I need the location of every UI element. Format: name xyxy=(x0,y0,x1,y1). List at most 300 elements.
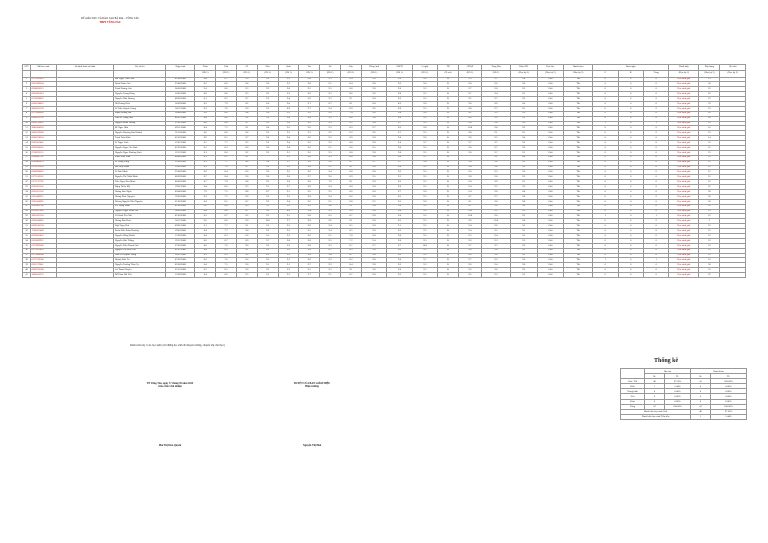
table-cell: 9.4 xyxy=(482,248,511,253)
table-cell: 0 xyxy=(643,204,668,209)
table-cell: Học sinh giỏi xyxy=(669,248,699,253)
table-cell: 19/11/2008 xyxy=(166,238,195,243)
table-cell: 7.8 xyxy=(341,234,362,239)
table-cell: Đ xyxy=(438,92,459,97)
stats-tl: TL xyxy=(711,374,747,379)
table-cell: 9.5 xyxy=(412,180,437,185)
table-cell: 5 xyxy=(23,97,31,102)
table-cell: 9.2 xyxy=(278,77,299,82)
table-cell: Đ xyxy=(438,209,459,214)
table-cell: Đ xyxy=(438,126,459,131)
table-cell: 10.0 xyxy=(257,219,278,224)
table-cell: 16 xyxy=(699,175,720,180)
stats-cell: 0.00% xyxy=(665,389,691,394)
table-cell: 0 xyxy=(643,141,668,146)
table-cell: 0 xyxy=(593,131,618,136)
table-cell: 0 xyxy=(593,77,618,82)
table-cell: 9.8 xyxy=(387,155,412,160)
table-cell: 0268612765 xyxy=(31,116,56,121)
table-cell: 9.7 xyxy=(361,243,386,248)
table-cell: 9.2 xyxy=(510,97,537,102)
table-cell: Đ xyxy=(438,273,459,278)
table-cell: 30 xyxy=(699,82,720,87)
table-cell: Tốt xyxy=(564,209,593,214)
table-cell: 9.0 xyxy=(510,194,537,199)
table-cell: 8.7 xyxy=(195,141,216,146)
table-cell: 8.3 xyxy=(341,131,362,136)
stats-extra-rate: 97.56% xyxy=(711,409,747,414)
table-cell: 0506524835 xyxy=(31,101,56,106)
table-cell: Đ xyxy=(438,185,459,190)
table-cell: 9.4 xyxy=(320,194,341,199)
table-cell: 9.0 xyxy=(482,189,511,194)
table-cell: 8.1 xyxy=(195,155,216,160)
stats-cell: Khá xyxy=(621,384,645,389)
table-cell: 9.0 xyxy=(482,87,511,92)
table-cell: Tốt xyxy=(564,160,593,165)
column-header: Họ và tên xyxy=(114,65,166,71)
stats-cell: 1 xyxy=(645,384,665,389)
table-cell: 9.8 xyxy=(361,180,386,185)
table-cell: Hoàng Bảo Phúc xyxy=(114,219,166,224)
column-subheader: (HS 1) xyxy=(278,70,299,77)
table-cell: 9.3 xyxy=(320,126,341,131)
table-cell: 9.0 xyxy=(458,101,481,106)
table-cell: 0173216561 xyxy=(31,175,56,180)
table-cell: 7.7 xyxy=(216,229,237,234)
table-cell: 9.2 xyxy=(257,209,278,214)
stats-extra-count: 40 xyxy=(691,409,711,414)
table-cell: 30 xyxy=(699,194,720,199)
table-cell: 8.8 xyxy=(341,199,362,204)
table-cell: 1 xyxy=(593,121,618,126)
column-header: Tổng Phụ xyxy=(482,65,511,71)
table-cell: 9.8 xyxy=(387,92,412,97)
table-cell: 0005831138 xyxy=(31,106,56,111)
table-cell: 23/12/2008 xyxy=(166,268,195,273)
table-cell: Tốt xyxy=(564,145,593,150)
table-cell: 9.1 xyxy=(299,101,320,106)
stats-cell: 0 xyxy=(691,399,711,404)
table-cell: Học sinh giỏi xyxy=(669,116,699,121)
column-header: Số định danh cá nhân xyxy=(56,65,114,71)
table-cell: Học sinh giỏi xyxy=(669,224,699,229)
table-cell: 8.8 xyxy=(510,155,537,160)
table-cell: 9.5 xyxy=(299,268,320,273)
table-cell: 9.8 xyxy=(361,214,386,219)
table-cell: 0 xyxy=(618,106,643,111)
table-cell: 9.5 xyxy=(412,263,437,268)
table-cell: 9.3 xyxy=(278,268,299,273)
table-cell: 7.5 xyxy=(216,189,237,194)
table-cell: 8.1 xyxy=(341,101,362,106)
table-cell: 9.6 xyxy=(236,194,257,199)
table-cell: Giỏi xyxy=(537,204,564,209)
table-cell: 0 xyxy=(618,194,643,199)
table-cell: 0268716019 xyxy=(31,121,56,126)
table-cell: 30 xyxy=(699,263,720,268)
table-cell: 8.4 xyxy=(195,234,216,239)
table-cell: 0 xyxy=(618,224,643,229)
table-cell: 9.6 xyxy=(458,248,481,253)
table-cell: 8.5 xyxy=(195,145,216,150)
column-subheader: (HS 1) xyxy=(361,70,386,77)
table-cell: 8.6 xyxy=(341,116,362,121)
table-cell: 9.7 xyxy=(412,141,437,146)
column-header: Sinh xyxy=(278,65,299,71)
stats-sl: SL xyxy=(691,374,711,379)
stats-corner xyxy=(621,369,645,379)
table-cell: Đ xyxy=(438,189,459,194)
table-cell: 9.0 xyxy=(236,229,257,234)
table-cell: 8.7 xyxy=(341,214,362,219)
table-cell: 9.5 xyxy=(412,273,437,278)
table-cell: 22 xyxy=(699,214,720,219)
table-cell: 9.1 xyxy=(482,131,511,136)
table-cell: Học sinh giỏi xyxy=(669,189,699,194)
table-cell: 0 xyxy=(593,170,618,175)
table-cell: 0 xyxy=(593,106,618,111)
table-cell: 14 xyxy=(23,141,31,146)
table-cell: 9.2 xyxy=(257,87,278,92)
table-cell: 9.8 xyxy=(361,165,386,170)
table-cell: 9.1 xyxy=(320,145,341,150)
table-cell: Đ xyxy=(438,175,459,180)
table-cell: 0 xyxy=(643,101,668,106)
table-cell: 9.1 xyxy=(236,224,257,229)
column-subheader: (HS 1) xyxy=(458,70,481,77)
stats-cell: 100.00% xyxy=(665,404,691,409)
table-cell: 9.5 xyxy=(299,204,320,209)
table-cell: 9.5 xyxy=(320,121,341,126)
table-cell: Học sinh giỏi xyxy=(669,214,699,219)
table-cell: 9.5 xyxy=(412,131,437,136)
table-cell: 9.0 xyxy=(341,145,362,150)
table-cell: 9.0 xyxy=(195,204,216,209)
table-cell: 9.6 xyxy=(458,238,481,243)
table-cell: 16 xyxy=(699,111,720,116)
table-cell: 0068219308 xyxy=(31,131,56,136)
table-cell: Giỏi xyxy=(537,189,564,194)
table-cell: 9.5 xyxy=(482,111,511,116)
table-cell: 0 xyxy=(593,136,618,141)
table-cell: Tốt xyxy=(564,238,593,243)
table-cell: 9.4 xyxy=(482,263,511,268)
table-cell: 7.7 xyxy=(216,160,237,165)
table-cell: 9.8 xyxy=(299,180,320,185)
table-cell: 28 xyxy=(23,209,31,214)
table-cell: 9.4 xyxy=(458,224,481,229)
table-cell: 30 xyxy=(23,219,31,224)
table-cell: Đoàn Hữu Xuân Phương xyxy=(114,229,166,234)
table-cell: 0 xyxy=(593,165,618,170)
approval-title: DUYỆT CỦA BAN GIÁM HIỆU xyxy=(293,382,331,385)
table-cell: 9.5 xyxy=(412,150,437,155)
table-cell: Đ xyxy=(438,258,459,263)
table-cell: 8.8 xyxy=(458,131,481,136)
table-cell: 9.2 xyxy=(278,224,299,229)
table-cell: 8.7 xyxy=(458,194,481,199)
table-cell: 9.5 xyxy=(320,155,341,160)
column-subheader: (Học kỳ 2) xyxy=(510,70,537,77)
table-cell: 8.1 xyxy=(216,155,237,160)
table-cell: 24/06/2008 xyxy=(166,87,195,92)
table-cell: 9.8 xyxy=(387,165,412,170)
table-cell: 0 xyxy=(643,185,668,190)
table-cell: Học sinh giỏi xyxy=(669,165,699,170)
table-cell: 9.5 xyxy=(412,238,437,243)
table-cell: 9.6 xyxy=(236,243,257,248)
table-cell: Hoàng Bảo Ngân xyxy=(114,189,166,194)
stats-table xyxy=(620,368,747,420)
table-cell: 11 xyxy=(23,126,31,131)
table-cell: 0 xyxy=(643,243,668,248)
table-cell: Đoàn Hoàn Anh xyxy=(114,82,166,87)
table-cell: 9.8 xyxy=(361,136,386,141)
table-cell: 7.5 xyxy=(216,194,237,199)
table-cell: 0 xyxy=(643,126,668,131)
table-cell: 0 xyxy=(643,97,668,102)
table-cell: 9.1 xyxy=(236,248,257,253)
table-cell: 9.2 xyxy=(278,82,299,87)
table-cell: Giỏi xyxy=(537,116,564,121)
table-cell: 0173870063 xyxy=(31,77,56,82)
table-cell: 0 xyxy=(618,199,643,204)
table-cell: 9.5 xyxy=(412,219,437,224)
table-cell: 9.6 xyxy=(412,82,437,87)
table-cell: 8.3 xyxy=(195,101,216,106)
table-cell: 8.2 xyxy=(236,101,257,106)
table-cell: 9.8 xyxy=(387,258,412,263)
table-cell: 9.1 xyxy=(278,263,299,268)
table-cell: 9.1 xyxy=(341,97,362,102)
table-cell: 0305062700 xyxy=(31,204,56,209)
table-cell: 9.2 xyxy=(320,136,341,141)
table-cell: 9.8 xyxy=(361,209,386,214)
table-cell: 8.1 xyxy=(195,160,216,165)
table-cell: 9.8 xyxy=(299,165,320,170)
table-cell: 8.3 xyxy=(195,106,216,111)
table-cell: Tốt xyxy=(564,234,593,239)
table-cell: 9.0 xyxy=(195,111,216,116)
table-cell: 8.7 xyxy=(195,268,216,273)
table-cell: 0668316138 xyxy=(31,224,56,229)
table-cell: 9.4 xyxy=(320,224,341,229)
table-cell: Học sinh giỏi xyxy=(669,101,699,106)
table-cell: Đ xyxy=(438,116,459,121)
table-cell: 9.2 xyxy=(510,116,537,121)
table-cell: Tốt xyxy=(564,77,593,82)
table-cell: 8.9 xyxy=(341,175,362,180)
table-cell: 9.5 xyxy=(412,92,437,97)
table-cell: 0 xyxy=(618,165,643,170)
table-cell: 9.4 xyxy=(458,180,481,185)
table-cell: 9.6 xyxy=(320,175,341,180)
table-cell: Học sinh giỏi xyxy=(669,136,699,141)
table-cell: 9.3 xyxy=(510,258,537,263)
table-cell: 0 xyxy=(643,145,668,150)
stats-cell: 0 xyxy=(691,389,711,394)
table-cell: 01/03/2008 xyxy=(166,145,195,150)
table-cell: Giỏi xyxy=(537,180,564,185)
table-cell: 9.2 xyxy=(257,243,278,248)
table-cell: 9.6 xyxy=(299,126,320,131)
table-cell: 10.0 xyxy=(458,214,481,219)
table-cell: 0 xyxy=(643,199,668,204)
table-cell: 9.1 xyxy=(257,263,278,268)
table-cell: 0 xyxy=(643,189,668,194)
table-cell: 27/03/2008 xyxy=(166,243,195,248)
table-cell: Đ xyxy=(438,121,459,126)
table-cell: 9.1 xyxy=(236,155,257,160)
table-cell: 9.3 xyxy=(510,185,537,190)
table-cell: 33 xyxy=(699,101,720,106)
table-cell: 8.0 xyxy=(216,150,237,155)
table-cell: 2 xyxy=(23,82,31,87)
table-cell: 9.1 xyxy=(510,234,537,239)
table-cell: 9.8 xyxy=(387,185,412,190)
table-cell: 9.6 xyxy=(320,160,341,165)
table-cell: 8.8 xyxy=(341,155,362,160)
table-cell: 9.3 xyxy=(510,87,537,92)
table-cell: 8.7 xyxy=(216,214,237,219)
table-cell: 9.8 xyxy=(361,82,386,87)
column-header: Buổi nghỉ xyxy=(593,65,669,71)
table-cell: Tốt xyxy=(564,175,593,180)
table-cell: 9.4 xyxy=(482,234,511,239)
table-cell: Lê Trần Quỳnh Giang xyxy=(114,106,166,111)
table-cell: 9.2 xyxy=(236,116,257,121)
table-cell: 0 xyxy=(593,101,618,106)
table-cell: 0173968096 xyxy=(31,111,56,116)
table-cell: Nguyễn Trần Thanh Quế xyxy=(114,243,166,248)
table-cell: 24 xyxy=(23,189,31,194)
table-cell: Tốt xyxy=(564,101,593,106)
table-cell: 0 xyxy=(593,155,618,160)
table-cell: 9.0 xyxy=(482,175,511,180)
table-cell: 0068726188 xyxy=(31,268,56,273)
table-cell: 8.9 xyxy=(341,248,362,253)
table-cell: 0 xyxy=(593,224,618,229)
table-cell: 9.6 xyxy=(320,219,341,224)
table-cell: 13/09/2008 xyxy=(166,273,195,278)
table-cell: Giỏi xyxy=(537,97,564,102)
table-cell: 8.7 xyxy=(236,209,257,214)
table-cell: 0 xyxy=(593,180,618,185)
table-cell: 9.4 xyxy=(412,160,437,165)
table-cell: 9.3 xyxy=(510,238,537,243)
table-cell: 0175968308 xyxy=(31,253,56,258)
table-cell: 7.9 xyxy=(216,101,237,106)
table-cell: 9.3 xyxy=(510,126,537,131)
table-cell: 9.5 xyxy=(361,175,386,180)
table-cell: 0 xyxy=(618,150,643,155)
table-cell: 0 xyxy=(643,253,668,258)
table-cell: 0 xyxy=(593,145,618,150)
table-cell: 9.2 xyxy=(510,145,537,150)
table-cell: 9.4 xyxy=(458,209,481,214)
table-cell: 9.6 xyxy=(299,150,320,155)
table-cell: 9.1 xyxy=(341,219,362,224)
table-cell: Học sinh giỏi xyxy=(669,175,699,180)
table-cell: 9.5 xyxy=(236,92,257,97)
table-cell: Tốt xyxy=(564,136,593,141)
table-cell: Giỏi xyxy=(537,243,564,248)
table-cell: 9.0 xyxy=(361,111,386,116)
table-cell: Tốt xyxy=(564,155,593,160)
table-cell: 9.8 xyxy=(361,263,386,268)
stats-cell: 0 xyxy=(645,399,665,404)
table-cell: 9.4 xyxy=(458,185,481,190)
table-cell: 0 xyxy=(593,189,618,194)
table-cell: 9.6 xyxy=(412,209,437,214)
table-cell: 8.7 xyxy=(195,175,216,180)
table-cell: 0664094643 xyxy=(31,170,56,175)
table-cell: 9.4 xyxy=(236,131,257,136)
table-cell: Đ xyxy=(438,170,459,175)
table-cell: Lê Hồng Long xyxy=(114,160,166,165)
table-cell: 8.9 xyxy=(236,204,257,209)
table-cell: 7.6 xyxy=(216,243,237,248)
table-cell: 7.5 xyxy=(216,263,237,268)
column-header: Xếp hạng xyxy=(699,65,720,71)
table-cell: 9.1 xyxy=(320,273,341,278)
table-cell: 8.7 xyxy=(236,199,257,204)
table-cell: 16 xyxy=(699,204,720,209)
table-cell: 9.2 xyxy=(257,131,278,136)
table-cell: 22 xyxy=(699,141,720,146)
table-cell: 0 xyxy=(618,204,643,209)
table-cell: 9.0 xyxy=(482,160,511,165)
table-cell: 8 xyxy=(23,111,31,116)
table-cell: 9.1 xyxy=(278,155,299,160)
table-cell: Giỏi xyxy=(537,145,564,150)
table-cell: 8.6 xyxy=(195,92,216,97)
table-cell: 9.4 xyxy=(458,160,481,165)
table-cell: 8.6 xyxy=(195,131,216,136)
table-cell: 9.6 xyxy=(341,209,362,214)
table-cell: 9.7 xyxy=(387,121,412,126)
stats-cell: 41 xyxy=(691,379,711,384)
column-subheader: (N.xét) xyxy=(438,70,459,77)
table-cell: 9.5 xyxy=(412,106,437,111)
table-cell: 0 xyxy=(593,229,618,234)
table-cell: 9.0 xyxy=(278,87,299,92)
table-cell: 9.8 xyxy=(361,258,386,263)
table-cell: 9.6 xyxy=(387,97,412,102)
table-cell: 16 xyxy=(699,268,720,273)
table-cell: 12/12/2008 xyxy=(166,150,195,155)
table-cell: 9.8 xyxy=(387,268,412,273)
table-cell: 9.0 xyxy=(412,189,437,194)
table-cell: 9.2 xyxy=(257,248,278,253)
table-cell: Bế Ngọc Hữu xyxy=(114,126,166,131)
table-cell: 0 xyxy=(593,185,618,190)
table-cell: 8.4 xyxy=(341,263,362,268)
table-cell: 0 xyxy=(618,214,643,219)
table-cell: 9.5 xyxy=(299,87,320,92)
table-cell: 8.1 xyxy=(195,150,216,155)
table-cell: 31 xyxy=(23,224,31,229)
table-cell: 26 xyxy=(23,199,31,204)
stats-extra-label: Danh hiệu học sinh Giỏi xyxy=(621,409,691,414)
table-cell: 9.1 xyxy=(320,92,341,97)
table-cell: 8.0 xyxy=(216,185,237,190)
table-cell: 9.5 xyxy=(458,97,481,102)
table-cell: Nguyễn Thị Bích Thơ xyxy=(114,248,166,253)
table-cell: 9.5 xyxy=(412,87,437,92)
table-cell: 9.5 xyxy=(482,185,511,190)
